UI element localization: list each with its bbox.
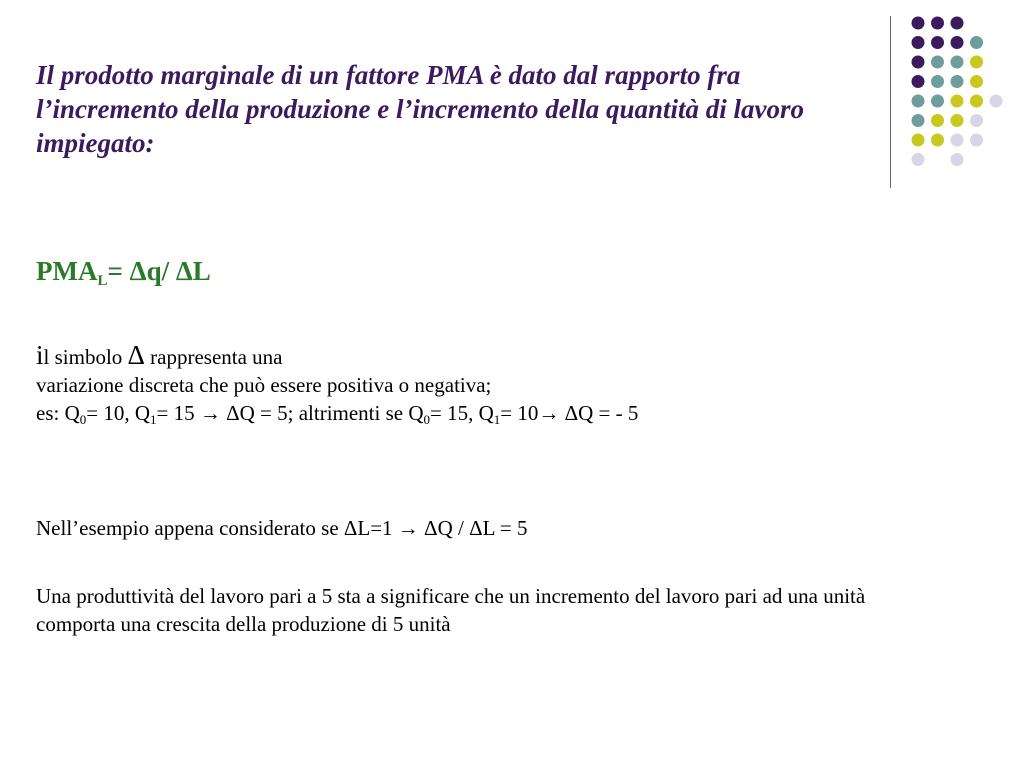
- paragraph-delta-explanation: [36, 341, 866, 434]
- decorative-dot: [912, 75, 925, 88]
- decorative-dot: [912, 153, 925, 166]
- delta-line-2: variazione discreta che può essere positiva o negativa;: [36, 373, 492, 397]
- slide-title: Il prodotto marginale di un fattore PMA è dato dal rapporto fra l’incremento della produzione e l’incremento della quantità di lavoro impiegato:: [36, 60, 804, 158]
- decorative-dot: [931, 114, 944, 127]
- example-part-d: = 15, Q: [430, 401, 494, 425]
- decorative-dot: [912, 36, 925, 49]
- decorative-dot: [951, 36, 964, 49]
- decorative-dot: [931, 95, 944, 108]
- decorative-dot: [970, 114, 983, 127]
- decorative-dot: [970, 56, 983, 69]
- decorative-dot: [931, 36, 944, 49]
- paragraph-example-result: Nell’esempio appena considerato se ΔL=1 → ΔQ / ΔL = 5: [36, 516, 528, 540]
- example-part-e: = 10→ ΔQ = - 5: [500, 401, 639, 425]
- decorative-dot: [912, 114, 925, 127]
- decorative-dot: [990, 95, 1003, 108]
- example-part-c: = 15 → ΔQ = 5; altrimenti se Q: [156, 401, 424, 425]
- decorative-dot: [951, 153, 964, 166]
- delta-line-1: [36, 341, 866, 371]
- decorative-dot: [970, 36, 983, 49]
- decorative-dot: [912, 134, 925, 147]
- formula: [36, 256, 211, 290]
- formula-rest: = Δq/ ΔL: [107, 256, 211, 286]
- decorative-dot: [970, 95, 983, 108]
- formula-subscript: L: [97, 273, 108, 289]
- delta-text-b: rappresenta una: [144, 345, 283, 369]
- decorative-dot: [912, 56, 925, 69]
- decorative-dot: [951, 75, 964, 88]
- decorative-dot: [931, 17, 944, 30]
- decorative-dot: [951, 17, 964, 30]
- formula-main: PMA: [36, 256, 98, 286]
- example-part-a: es: Q: [36, 401, 80, 425]
- paragraph-productivity-meaning: Una produttività del lavoro pari a 5 sta a significare che un incremento del lavoro pari ad una unità comporta una crescita della produzione di 5 unità: [36, 584, 866, 636]
- decorative-dot: [931, 134, 944, 147]
- example-sub-3: 1: [493, 412, 501, 427]
- decorative-dot: [951, 114, 964, 127]
- delta-symbol: Δ: [127, 340, 145, 370]
- decorative-dot: [912, 95, 925, 108]
- decorative-dot: [970, 75, 983, 88]
- initial-letter: i: [36, 340, 44, 370]
- example-part-b: = 10, Q: [86, 401, 151, 425]
- decorative-dot: [912, 17, 925, 30]
- decorative-dot: [931, 56, 944, 69]
- decorative-dot: [931, 75, 944, 88]
- example-sub-2: 0: [423, 412, 431, 427]
- example-line: [36, 399, 866, 434]
- example-sub-1: 1: [150, 412, 157, 427]
- decorative-dot: [951, 134, 964, 147]
- example-sub-0: 0: [79, 412, 87, 427]
- decorative-dot: [951, 56, 964, 69]
- decorative-dot: [970, 134, 983, 147]
- delta-text-a: l simbolo: [43, 345, 128, 369]
- decorative-dot: [951, 95, 964, 108]
